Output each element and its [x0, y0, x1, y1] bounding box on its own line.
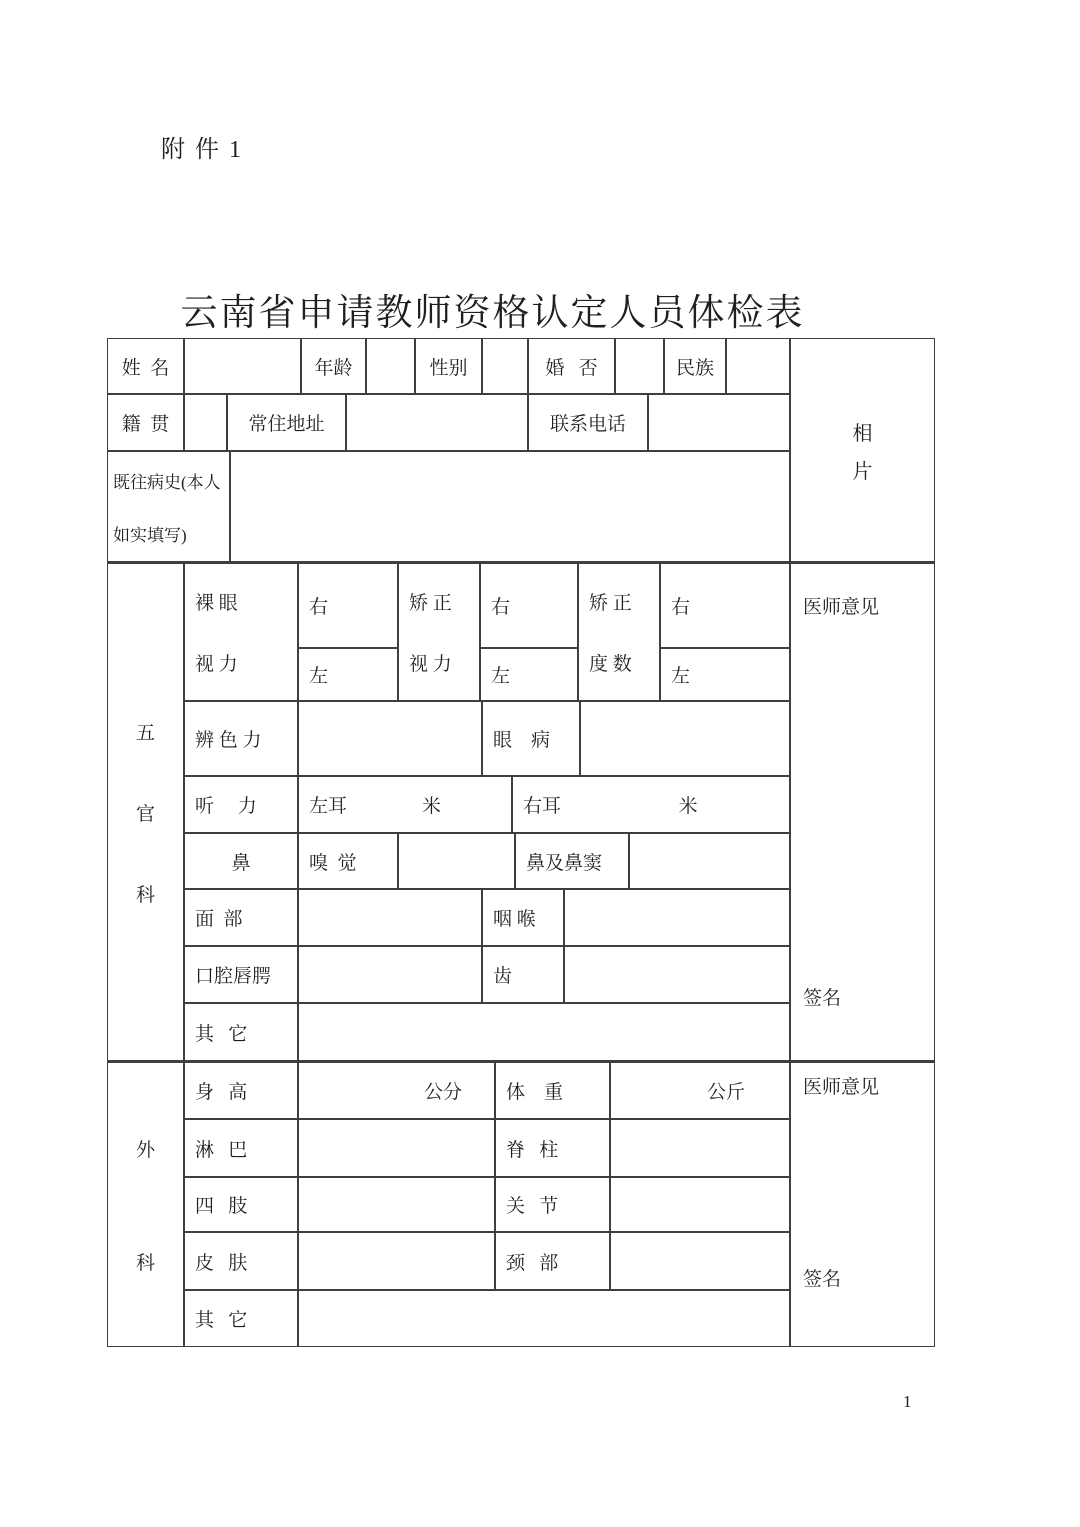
- surgery-other-label: 其 它: [184, 1290, 298, 1347]
- spine-label: 脊 柱: [495, 1119, 610, 1177]
- limbs-value-cell: [298, 1177, 495, 1232]
- address-value-cell: [346, 394, 528, 451]
- weight-unit-label: 公斤: [706, 1082, 745, 1103]
- nose-sinus-label: 鼻及鼻窦: [515, 833, 629, 889]
- eye-disease-label: 眼 病: [482, 701, 580, 776]
- corrected-degree-label: [578, 563, 660, 701]
- ent-doctor-opinion-label: 医师意见: [803, 597, 880, 618]
- throat-value-cell: [564, 889, 790, 946]
- hearing-label: 听 力: [184, 776, 298, 833]
- personal-info-section: [107, 338, 935, 562]
- corrected-degree-values: [660, 563, 790, 701]
- meter-unit-label: 米: [421, 796, 441, 817]
- surgery-other-row: [184, 1290, 790, 1347]
- row-medical-history: [107, 451, 790, 562]
- surgery-rows: [184, 1062, 790, 1347]
- corrected-vision-label-line1: 矫 正: [409, 593, 452, 614]
- surgery-lymph-spine-row: [184, 1119, 790, 1177]
- lymph-label: 淋 巴: [184, 1119, 298, 1177]
- gender-value-cell: [482, 338, 528, 394]
- ent-hearing-row: [184, 776, 790, 833]
- spine-value-cell: [610, 1119, 790, 1177]
- name-label: 姓 名: [107, 338, 184, 394]
- page-title: 云南省申请教师资格认定人员体检表: [180, 293, 805, 334]
- smell-value-cell: [398, 833, 515, 889]
- ent-section-label: [107, 563, 184, 1061]
- ethnicity-value-cell: [726, 338, 790, 394]
- right-label: 右: [671, 597, 691, 618]
- teeth-label: 齿: [482, 946, 564, 1003]
- naked-vision-right-cell: [299, 564, 397, 649]
- right-label: 右: [309, 597, 329, 618]
- corrected-vision-right-cell: [481, 564, 577, 649]
- name-value-cell: [184, 338, 301, 394]
- skin-label: 皮 肤: [184, 1232, 298, 1290]
- ent-section-char: 五: [135, 722, 155, 744]
- ent-other-value-cell: [298, 1003, 790, 1061]
- surgery-section-char: 科: [135, 1252, 155, 1274]
- surgery-section-label: [107, 1062, 184, 1347]
- phone-label: 联系电话: [528, 394, 648, 451]
- surgery-signature-label: 签名: [803, 1269, 842, 1290]
- surgery-height-weight-row: [184, 1062, 790, 1119]
- neck-label: 颈 部: [495, 1232, 610, 1290]
- left-label: 左: [491, 666, 511, 687]
- oral-value-cell: [298, 946, 482, 1003]
- skin-value-cell: [298, 1232, 495, 1290]
- medical-history-label-line2: 如实填写): [113, 525, 187, 545]
- corrected-degree-label-line2: 度 数: [589, 654, 632, 675]
- photo-label-line1: 相: [852, 422, 873, 445]
- hearing-right-ear-cell: [512, 776, 790, 833]
- corrected-vision-label: [398, 563, 480, 701]
- personal-info-rows: [107, 338, 790, 562]
- ent-section-char: 官: [135, 803, 155, 825]
- ent-rows: [184, 563, 790, 1061]
- corrected-vision-left-cell: [481, 649, 577, 700]
- ent-nose-row: [184, 833, 790, 889]
- native-place-value-cell: [184, 394, 227, 451]
- color-vision-label: 辨 色 力: [184, 701, 298, 776]
- corrected-degree-left-cell: [661, 649, 789, 700]
- medical-history-label-line1: 既往病史(本人: [113, 472, 221, 492]
- right-ear-label: 右耳: [523, 796, 562, 817]
- throat-label: 咽 喉: [482, 889, 564, 946]
- attachment-label: 附 件 1: [161, 137, 243, 163]
- neck-value-cell: [610, 1232, 790, 1290]
- marital-value-cell: [615, 338, 664, 394]
- joints-label: 关 节: [495, 1177, 610, 1232]
- ent-color-vision-row: [184, 701, 790, 776]
- height-unit-label: 公分: [423, 1082, 462, 1103]
- right-label: 右: [491, 597, 511, 618]
- eye-disease-value-cell: [580, 701, 790, 776]
- surgery-section: [107, 1061, 935, 1347]
- ethnicity-label: 民族: [664, 338, 726, 394]
- surgery-section-char: 外: [135, 1139, 155, 1161]
- ent-other-label: 其 它: [184, 1003, 298, 1061]
- smell-label: 嗅 觉: [298, 833, 398, 889]
- height-value-cell: [298, 1062, 495, 1119]
- ent-other-row: [184, 1003, 790, 1061]
- row-address-phone: [107, 394, 790, 451]
- surgery-doctor-opinion-cell: [790, 1062, 935, 1347]
- row-name-age: [107, 338, 790, 394]
- surgery-other-value-cell: [298, 1290, 790, 1347]
- limbs-label: 四 肢: [184, 1177, 298, 1232]
- corrected-degree-right-cell: [661, 564, 789, 649]
- photo-label-line2: 片: [852, 460, 873, 483]
- nose-label: 鼻: [184, 833, 298, 889]
- height-label: 身 高: [184, 1062, 298, 1119]
- surgery-limbs-joints-row: [184, 1177, 790, 1232]
- naked-vision-label-line2: 视 力: [195, 654, 238, 675]
- ent-vision-row: [184, 563, 790, 701]
- marital-label: 婚 否: [528, 338, 615, 394]
- gender-label: 性别: [415, 338, 482, 394]
- naked-vision-values: [298, 563, 398, 701]
- lymph-value-cell: [298, 1119, 495, 1177]
- joints-value-cell: [610, 1177, 790, 1232]
- weight-value-cell: [610, 1062, 790, 1119]
- left-ear-label: 左耳: [309, 796, 348, 817]
- ent-oral-row: [184, 946, 790, 1003]
- photo-cell: [790, 338, 935, 562]
- surgery-skin-neck-row: [184, 1232, 790, 1290]
- nose-sinus-value-cell: [629, 833, 790, 889]
- naked-vision-left-cell: [299, 649, 397, 700]
- teeth-value-cell: [564, 946, 790, 1003]
- naked-vision-label-line1: 裸 眼: [195, 593, 238, 614]
- meter-unit-label: 米: [678, 796, 698, 817]
- left-label: 左: [671, 666, 691, 687]
- native-place-label: 籍 贯: [107, 394, 184, 451]
- age-value-cell: [366, 338, 415, 394]
- corrected-vision-values: [480, 563, 578, 701]
- left-label: 左: [309, 666, 329, 687]
- oral-label: 口腔唇腭: [184, 946, 298, 1003]
- face-value-cell: [298, 889, 482, 946]
- naked-vision-label: [184, 563, 298, 701]
- surgery-doctor-opinion-label: 医师意见: [803, 1077, 880, 1098]
- age-label: 年龄: [301, 338, 366, 394]
- ent-doctor-opinion-cell: [790, 563, 935, 1061]
- color-vision-value-cell: [298, 701, 482, 776]
- ent-signature-label: 签名: [803, 988, 842, 1009]
- ent-section-char: 科: [135, 884, 155, 906]
- medical-exam-form-table: [107, 338, 935, 1347]
- address-label: 常住地址: [227, 394, 346, 451]
- phone-value-cell: [648, 394, 790, 451]
- hearing-left-ear-cell: [298, 776, 512, 833]
- weight-label: 体 重: [495, 1062, 610, 1119]
- ent-face-row: [184, 889, 790, 946]
- corrected-vision-label-line2: 视 力: [409, 654, 452, 675]
- medical-history-value-cell: [230, 451, 790, 562]
- corrected-degree-label-line1: 矫 正: [589, 593, 632, 614]
- face-label: 面 部: [184, 889, 298, 946]
- medical-history-label: [107, 451, 230, 562]
- ent-section: [107, 562, 935, 1061]
- page-number: 1: [903, 1392, 912, 1411]
